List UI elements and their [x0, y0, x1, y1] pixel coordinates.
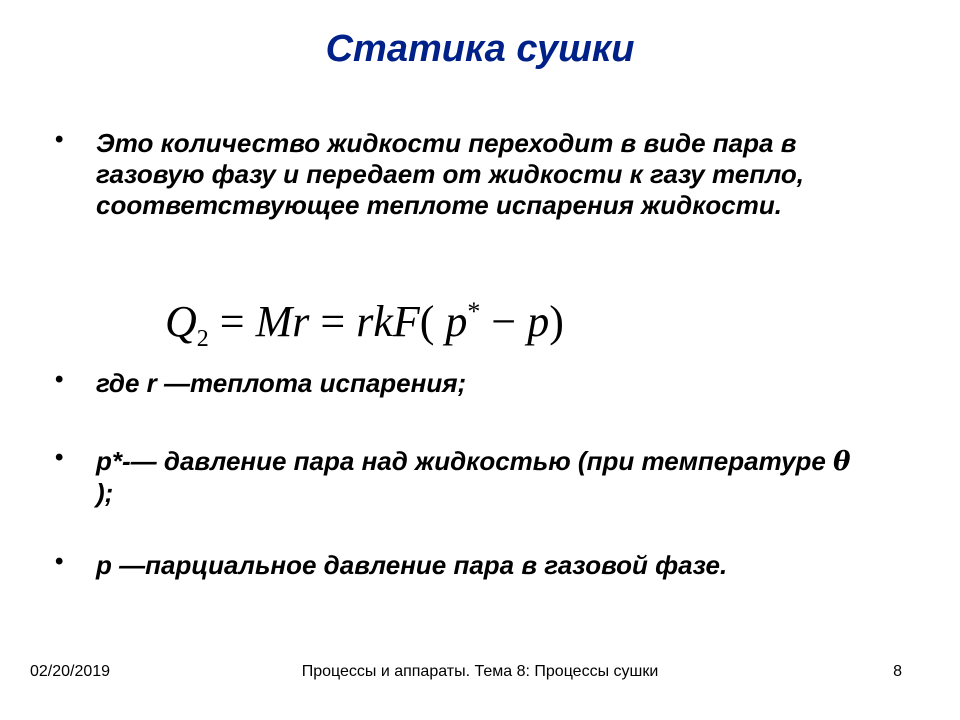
page-number: 8 [893, 663, 902, 680]
formula-minus: − [480, 297, 528, 346]
formula-open-paren: ( [419, 297, 446, 346]
heat-formula [165, 282, 564, 369]
footer-title: Процессы и аппараты. Тема 8: Процессы сушки [301, 663, 659, 680]
bullet-text: p —парциальное давление пара в газовой фазе. [96, 550, 728, 580]
bullet-marker: • [55, 444, 64, 471]
footer-date: 02/20/2019 [30, 663, 111, 680]
bullet-text: где r —теплота испарения; [96, 368, 467, 398]
formula-equals-2: = [309, 297, 357, 346]
bullet-text-wrap [96, 446, 855, 509]
formula-rhs: rkF [356, 297, 420, 346]
bullet-p-definition [55, 550, 855, 581]
formula-lhs-subscript: 2 [196, 326, 209, 352]
formula-p: p [527, 297, 550, 346]
formula-star: * [467, 297, 481, 326]
formula-p-star: p [445, 297, 468, 346]
theta-symbol: θ [833, 447, 851, 477]
formula-equals-1: = [208, 297, 256, 346]
bullet-pstar-definition [55, 446, 855, 509]
bullet-marker: • [55, 366, 64, 393]
bullet-definition [55, 128, 855, 221]
formula-lhs: Q [165, 297, 197, 346]
bullet-marker: • [55, 126, 64, 153]
formula-close-paren: ) [549, 297, 564, 346]
bullet-text: Это количество жидкости переходит в виде пара в газовую фазу и передает от жидкости к газу тепло, соответствующее теплоте испарения жидкости. [96, 128, 805, 220]
formula-mid: Mr [255, 297, 310, 346]
bullet-r-definition [55, 368, 855, 399]
slide-title: Статика сушки [325, 28, 635, 70]
bullet-marker: • [55, 548, 64, 575]
bullet-text: p*-— давление пара над жидкостью (при температуре [96, 446, 834, 476]
bullet-text-end: ); [96, 478, 114, 508]
